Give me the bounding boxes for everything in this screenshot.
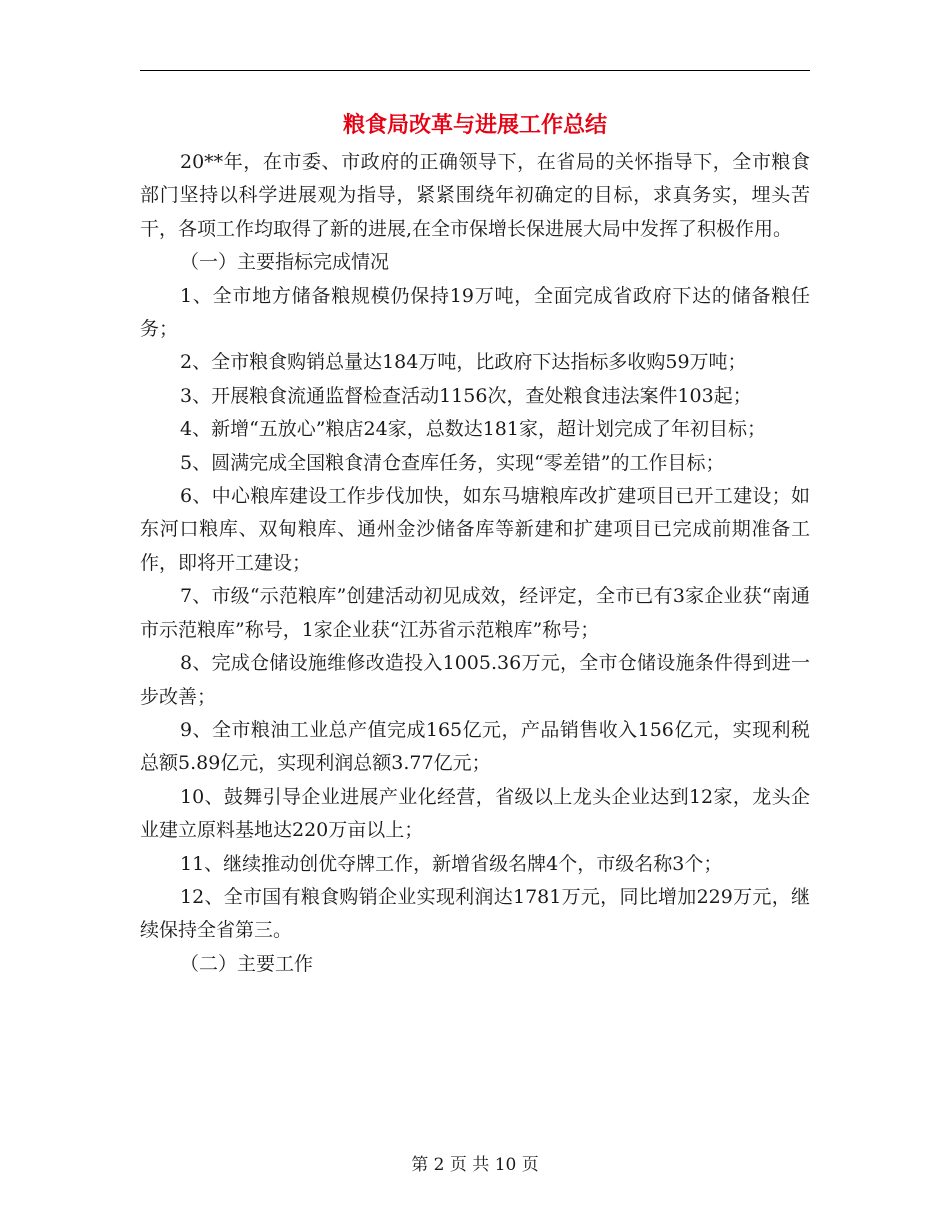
document-body [140,146,810,981]
section-heading-indicators: （一）主要指标完成情况 [180,251,390,274]
indicator-item-7: 7、市级“示范粮库”创建活动初见成效，经评定，全市已有3家企业获“南通市示范粮库”称号，1家企业获“江苏省示范粮库”称号； [140,585,810,641]
indicator-item-3: 3、开展粮食流通监督检查活动1156次，查处粮食违法案件103起； [180,384,752,407]
indicator-item-1: 1、全市地方储备粮规模仍保持19万吨，全面完成省政府下达的储备粮任务； [140,284,810,341]
indicator-item-11: 11、继续推动创优夺牌工作，新增省级名牌4个，市级名称3个； [180,852,723,875]
indicator-item-5: 5、圆满完成全国粮食清仓查库任务，实现“零差错”的工作目标； [180,451,725,474]
indicator-item-6: 6、中心粮库建设工作步伐加快，如东马塘粮库改扩建项目已开工建设；如东河口粮库、双甸粮库、通州金沙储备库等新建和扩建项目已完成前期准备工作，即将开工建设； [140,485,810,574]
section-heading-main-work: （二）主要工作 [180,952,314,975]
document-title: 粮食局改革与进展工作总结 [342,112,607,138]
intro-paragraph: 20**年，在市委、市政府的正确领导下，在省局的关怀指导下，全市粮食部门坚持以科学进展观为指导，紧紧围绕年初确定的目标，求真务实，埋头苦干，各项工作均取得了新的进展,在全市保增长保进展大局中发挥了积极作用。 [140,151,810,240]
indicator-item-8: 8、完成仓储设施维修改造投入1005.36万元，全市仓储设施条件得到进一步改善； [140,652,810,708]
page-number-footer: 第 2 页 共 10 页 [411,1155,539,1175]
indicator-item-4: 4、新增“五放心”粮店24家，总数达181家，超计划完成了年初目标； [180,418,766,441]
indicator-item-12: 12、全市国有粮食购销企业实现利润达1781万元，同比增加229万元，继续保持全省第三。 [140,885,810,942]
indicator-item-10: 10、鼓舞引导企业进展产业化经营，省级以上龙头企业达到12家，龙头企业建立原料基地达220万亩以上； [140,785,810,842]
header-rule [140,70,810,71]
indicator-item-9: 9、全市粮油工业总产值完成165亿元，产品销售收入156亿元，实现利税总额5.89亿元，实现利润总额3.77亿元； [140,718,810,775]
indicator-item-2: 2、全市粮食购销总量达184万吨，比政府下达指标多收购59万吨； [180,351,747,374]
